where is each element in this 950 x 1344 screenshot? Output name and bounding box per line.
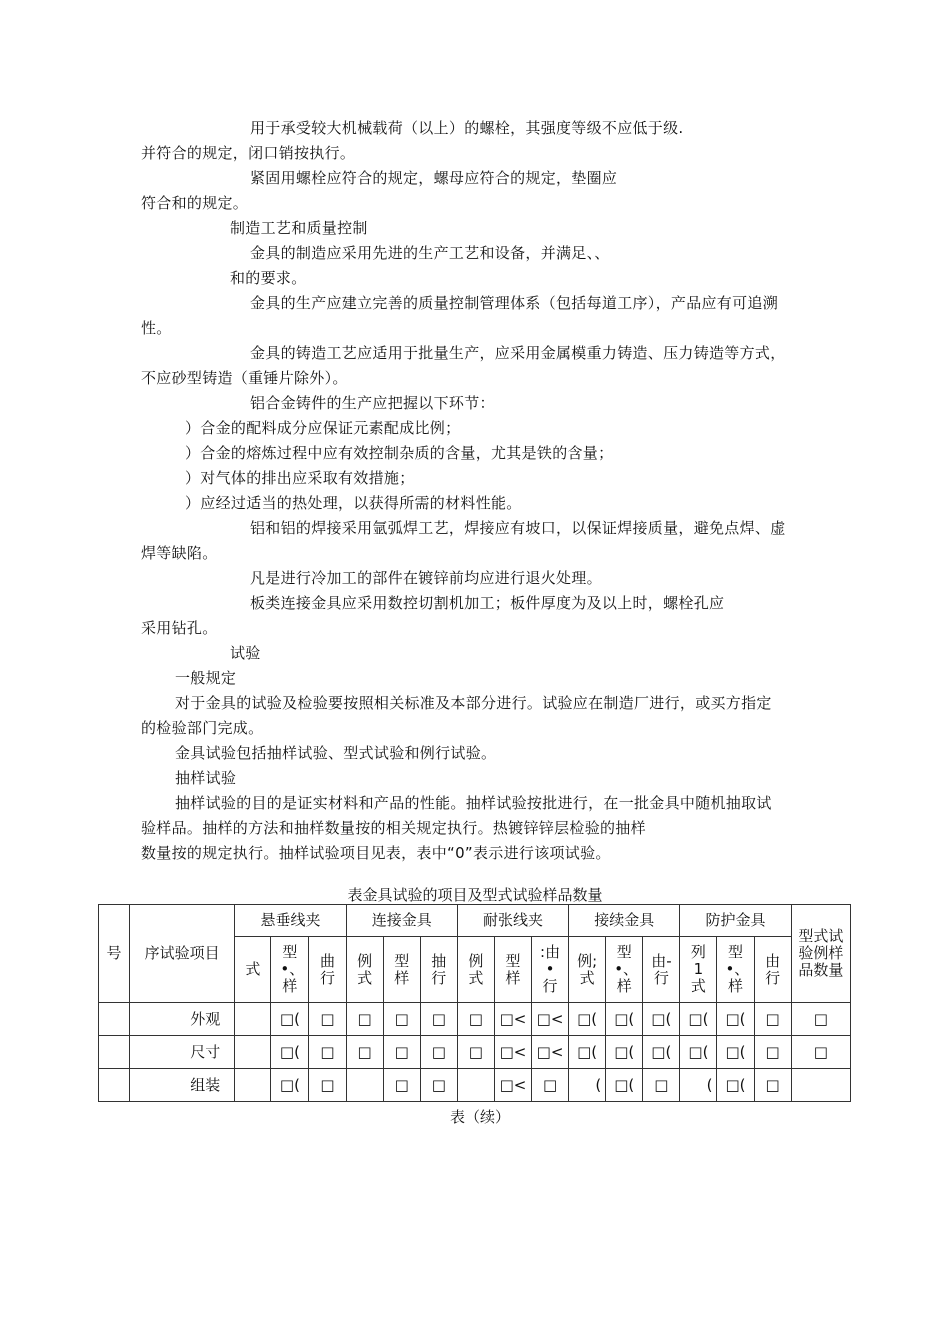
table-cell: □(: [717, 1069, 754, 1102]
table-cell: (: [680, 1069, 717, 1102]
group-header: 防护金具: [680, 905, 791, 937]
row-label: 尺寸: [130, 1036, 235, 1069]
paragraph-line: 板类连接金具应采用数控切割机加工；板件厚度为及以上时，螺栓孔应: [250, 594, 725, 612]
col-header-item: 序试验项目: [130, 905, 235, 1003]
table-cell: □<: [532, 1036, 569, 1069]
table-cell: □<: [494, 1069, 531, 1102]
sub-header: 例式: [346, 937, 383, 1003]
list-item: ）合金的熔炼过程中应有效控制杂质的含量，尤其是铁的含量；: [185, 444, 614, 462]
table-cell: [235, 1036, 271, 1069]
paragraph-line: 金具的生产应建立完善的质量控制管理体系（包括每道工序），产品应有可追溯: [250, 294, 779, 312]
table-row: [99, 1036, 851, 1069]
paragraph-line: 对于金具的试验及检验要按照相关标准及本部分进行。试验应在制造厂进行，或买方指定: [175, 694, 772, 712]
table-cell: □: [420, 1036, 457, 1069]
table-cell: □(: [271, 1036, 309, 1069]
sub-header: 例;式: [569, 937, 606, 1003]
table-cell: □: [383, 1003, 420, 1036]
table-cell: □: [457, 1003, 494, 1036]
table-cell: □(: [569, 1003, 606, 1036]
row-label: 组装: [130, 1069, 235, 1102]
table-cell: [457, 1069, 494, 1102]
section-heading: 试验: [230, 644, 261, 662]
table-cell: [235, 1003, 271, 1036]
paragraph-line: 不应砂型铸造（重锤片除外）。: [141, 369, 348, 387]
sub-header: 式: [235, 937, 271, 1003]
table-cell: □(: [643, 1036, 680, 1069]
paragraph-line: 凡是进行冷加工的部件在镀锌前均应进行退火处理。: [250, 569, 602, 587]
paragraph-line: 数量按的规定执行。抽样试验项目见表，表中“0”表示进行该项试验。: [141, 844, 611, 862]
paragraph-line: 性。: [141, 319, 172, 337]
table-continued-label: 表（续）: [450, 1108, 511, 1126]
table-cell: □: [643, 1069, 680, 1102]
paragraph-line: 和的要求。: [230, 269, 307, 287]
list-item: ）合金的配料成分应保证元素配成比例；: [185, 419, 461, 437]
row-no-cell: [99, 1069, 130, 1102]
table-cell: □: [791, 1003, 850, 1036]
table-cell: □(: [271, 1003, 309, 1036]
paragraph-line: 用于承受较大机械载荷（以上）的螺栓，其强度等级不应低于级.: [250, 119, 684, 137]
paragraph-line: 铝合金铸件的生产应把握以下环节：: [250, 394, 495, 412]
table-cell: □: [346, 1036, 383, 1069]
table-title: 表金具试验的项目及型式试验样品数量: [347, 886, 603, 904]
subsection-heading: 抽样试验: [175, 769, 237, 787]
table-cell: □: [420, 1003, 457, 1036]
paragraph-line: 金具试验包括抽样试验、型式试验和例行试验。: [175, 744, 497, 762]
table-cell: □(: [680, 1036, 717, 1069]
table-cell: □: [754, 1036, 791, 1069]
group-header: 连接金具: [346, 905, 457, 937]
table-cell: □<: [494, 1003, 531, 1036]
sub-header: 型•、样: [717, 937, 754, 1003]
table-cell: □<: [532, 1003, 569, 1036]
table-cell: □(: [717, 1003, 754, 1036]
table-cell: □: [309, 1036, 346, 1069]
paragraph-line: 紧固用螺栓应符合的规定，螺母应符合的规定，垫圈应: [250, 169, 618, 187]
sub-header: 型样: [494, 937, 531, 1003]
test-items-table: [98, 904, 851, 1102]
paragraph-line: 的检验部门完成。: [141, 719, 264, 737]
sub-header: 型•、样: [606, 937, 643, 1003]
table-cell: □(: [606, 1003, 643, 1036]
table-cell: □: [457, 1036, 494, 1069]
table-cell: □: [309, 1003, 346, 1036]
table-cell: [346, 1069, 383, 1102]
table-cell: □(: [643, 1003, 680, 1036]
row-no-cell: [99, 1036, 130, 1069]
paragraph-line: 焊等缺陷。: [141, 544, 218, 562]
table-row: [99, 1069, 851, 1102]
row-no-cell: [99, 1003, 130, 1036]
table-cell: □(: [717, 1036, 754, 1069]
paragraph-line: 采用钻孔。: [141, 619, 218, 637]
subsection-heading: 一般规定: [175, 669, 237, 687]
group-header: 接续金具: [569, 905, 680, 937]
sub-header: 抽行: [420, 937, 457, 1003]
paragraph-line: 铝和铝的焊接采用氩弧焊工艺，焊接应有坡口，以保证焊接质量，避免点焊、虚: [250, 519, 786, 537]
table-cell: □(: [606, 1036, 643, 1069]
table-cell: □(: [680, 1003, 717, 1036]
table-cell: □: [791, 1036, 850, 1069]
table-row: [99, 1003, 851, 1036]
table-cell: □: [754, 1069, 791, 1102]
paragraph-line: 金具的铸造工艺应适用于批量生产，应采用金属模重力铸造、压力铸造等方式，: [250, 344, 786, 362]
table-cell: □: [346, 1003, 383, 1036]
table-cell: □<: [494, 1036, 531, 1069]
col-header-no: 号: [99, 905, 130, 1003]
col-header-sample-qty: 型式试验例样品数量: [791, 905, 850, 1003]
table-cell: □: [754, 1003, 791, 1036]
paragraph-line: 验样品。抽样的方法和抽样数量按的相关规定执行。热镀锌锌层检验的抽样: [141, 819, 646, 837]
paragraph-line: 金具的制造应采用先进的生产工艺和设备，并满足、、: [250, 244, 610, 262]
list-item: ）对气体的排出应采取有效措施；: [185, 469, 415, 487]
sub-header: 例式: [457, 937, 494, 1003]
sub-header: 型•、样: [271, 937, 309, 1003]
paragraph-line: 抽样试验的目的是证实材料和产品的性能。抽样试验按批进行，在一批金具中随机抽取试: [175, 794, 772, 812]
paragraph-line: 符合和的规定。: [141, 194, 249, 212]
group-header: 耐张线夹: [457, 905, 568, 937]
table-cell: (: [569, 1069, 606, 1102]
sub-header: 由-行: [643, 937, 680, 1003]
table-cell: □(: [271, 1069, 309, 1102]
table-cell: [235, 1069, 271, 1102]
sub-header: :由•行: [532, 937, 569, 1003]
sub-header: 型样: [383, 937, 420, 1003]
sub-header: 列1式: [680, 937, 717, 1003]
group-header: 悬垂线夹: [235, 905, 346, 937]
table-cell: □: [383, 1069, 420, 1102]
row-label: 外观: [130, 1003, 235, 1036]
table-cell: □(: [606, 1069, 643, 1102]
section-heading: 制造工艺和质量控制: [230, 219, 368, 237]
table-cell: □: [420, 1069, 457, 1102]
sub-header: 由行: [754, 937, 791, 1003]
sub-header: 曲行: [309, 937, 346, 1003]
paragraph-line: 并符合的规定，闭口销按执行。: [141, 144, 356, 162]
table-cell: [791, 1069, 850, 1102]
table-cell: □: [383, 1036, 420, 1069]
list-item: ）应经过适当的热处理，以获得所需的材料性能。: [185, 494, 522, 512]
table-cell: □: [532, 1069, 569, 1102]
table-cell: □: [309, 1069, 346, 1102]
table-cell: □(: [569, 1036, 606, 1069]
